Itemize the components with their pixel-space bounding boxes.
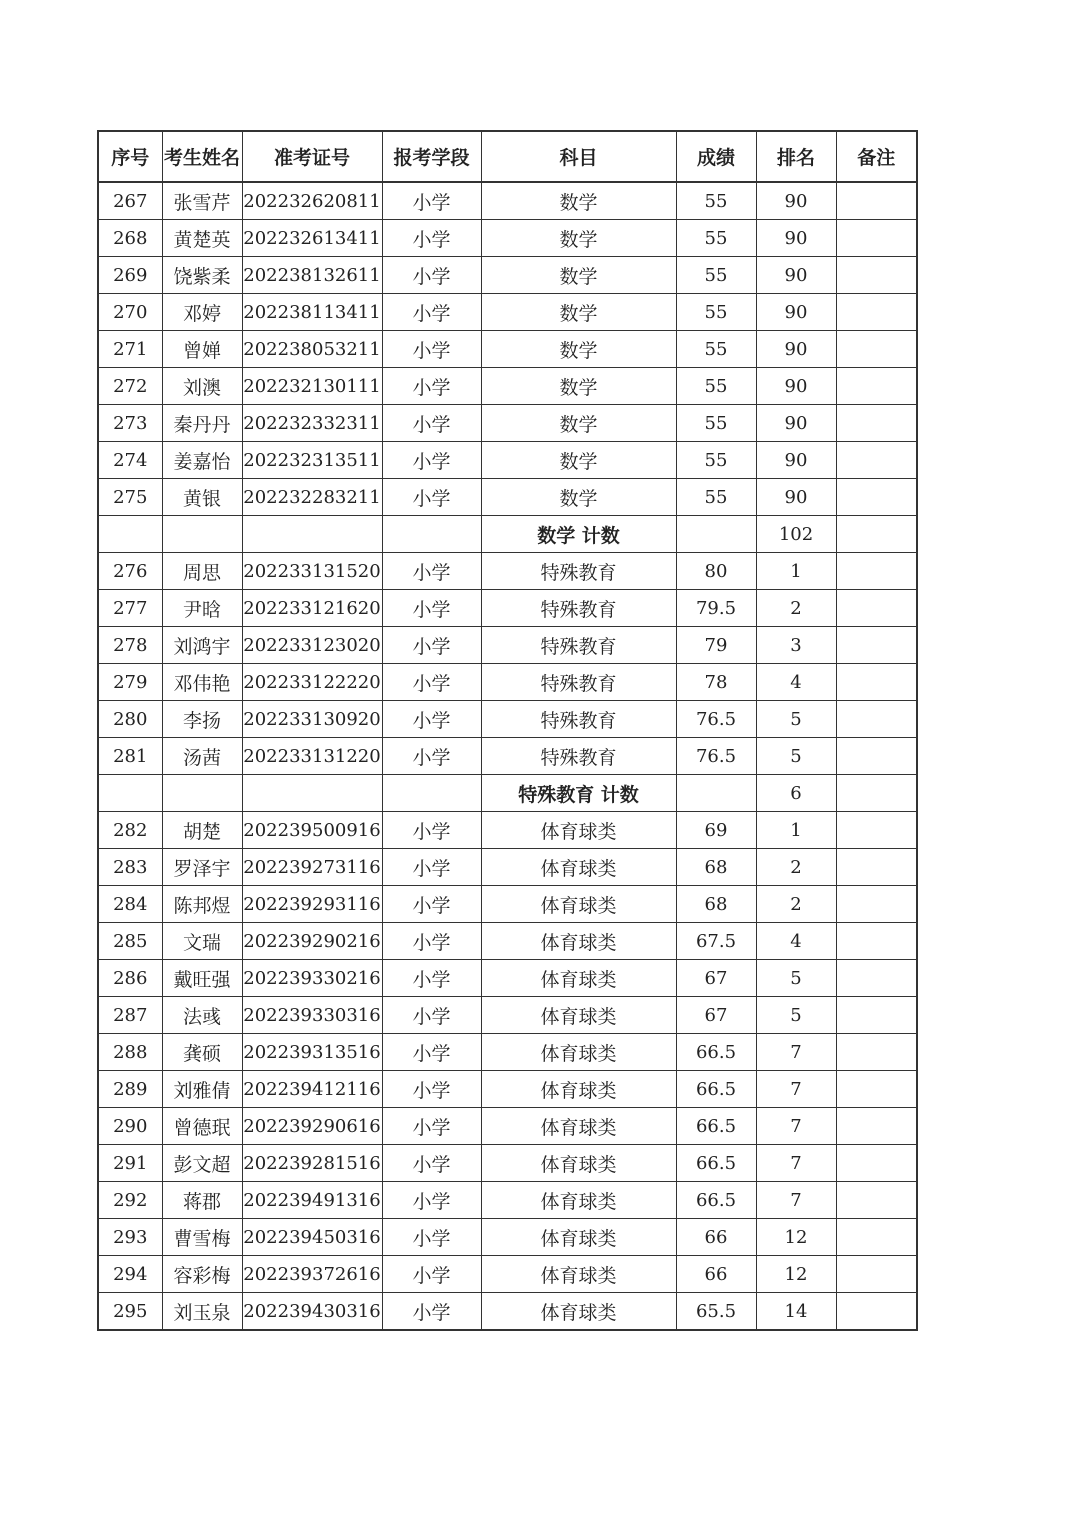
cell-note xyxy=(836,182,917,220)
cell-subject: 体育球类 xyxy=(481,1256,676,1293)
cell-score: 66.5 xyxy=(676,1182,756,1219)
cell-stage: 小学 xyxy=(382,1071,481,1108)
cell-rank: 7 xyxy=(756,1108,836,1145)
cell-stage: 小学 xyxy=(382,331,481,368)
cell-no: 276 xyxy=(98,553,162,590)
header-rank: 排名 xyxy=(756,131,836,182)
cell-no: 280 xyxy=(98,701,162,738)
cell-note xyxy=(836,1071,917,1108)
table-row xyxy=(98,701,917,738)
cell-subject: 体育球类 xyxy=(481,1034,676,1071)
cell-stage: 小学 xyxy=(382,368,481,405)
header-stage: 报考学段 xyxy=(382,131,481,182)
cell-name: 刘雅倩 xyxy=(162,1071,242,1108)
cell-no: 275 xyxy=(98,479,162,516)
cell-rank: 90 xyxy=(756,220,836,257)
header-row xyxy=(98,131,917,182)
cell-note xyxy=(836,442,917,479)
cell-stage: 小学 xyxy=(382,1219,481,1256)
cell-score: 66.5 xyxy=(676,1071,756,1108)
cell-subject: 数学 xyxy=(481,331,676,368)
cell-id: 202232283211 xyxy=(242,479,382,516)
cell-stage: 小学 xyxy=(382,923,481,960)
cell-subject: 体育球类 xyxy=(481,886,676,923)
cell-name: 刘鸿宇 xyxy=(162,627,242,664)
cell-note xyxy=(836,331,917,368)
cell-score: 79 xyxy=(676,627,756,664)
cell-no: 273 xyxy=(98,405,162,442)
cell-subject: 特殊教育 xyxy=(481,627,676,664)
cell-score: 78 xyxy=(676,664,756,701)
cell-no: 281 xyxy=(98,738,162,775)
cell-id: 202239273116 xyxy=(242,849,382,886)
cell-name: 戴旺强 xyxy=(162,960,242,997)
cell-rank: 2 xyxy=(756,590,836,627)
cell-id: 202239313516 xyxy=(242,1034,382,1071)
cell-note xyxy=(836,923,917,960)
header-note: 备注 xyxy=(836,131,917,182)
cell-stage: 小学 xyxy=(382,627,481,664)
cell-rank: 90 xyxy=(756,182,836,220)
cell-note xyxy=(836,368,917,405)
table-row xyxy=(98,886,917,923)
table-row xyxy=(98,1108,917,1145)
cell-no: 271 xyxy=(98,331,162,368)
cell-no: 291 xyxy=(98,1145,162,1182)
cell-score: 69 xyxy=(676,812,756,849)
table-row xyxy=(98,1293,917,1331)
cell-no: 284 xyxy=(98,886,162,923)
cell-stage: 小学 xyxy=(382,812,481,849)
cell-id: 202233131520 xyxy=(242,553,382,590)
table-row xyxy=(98,1256,917,1293)
cell-id: 202232620811 xyxy=(242,182,382,220)
cell-id: 202233121620 xyxy=(242,590,382,627)
cell-score: 79.5 xyxy=(676,590,756,627)
cell-name: 秦丹丹 xyxy=(162,405,242,442)
cell-no: 289 xyxy=(98,1071,162,1108)
cell-no: 269 xyxy=(98,257,162,294)
cell-subject: 特殊教育 xyxy=(481,701,676,738)
cell-rank: 5 xyxy=(756,997,836,1034)
cell-note xyxy=(836,257,917,294)
cell-rank: 3 xyxy=(756,627,836,664)
table-row xyxy=(98,1034,917,1071)
cell-stage: 小学 xyxy=(382,849,481,886)
table-row xyxy=(98,849,917,886)
cell-stage: 小学 xyxy=(382,294,481,331)
cell-id: 202232313511 xyxy=(242,442,382,479)
cell-score: 55 xyxy=(676,257,756,294)
cell-name: 曹雪梅 xyxy=(162,1219,242,1256)
cell-id: 202239491316 xyxy=(242,1182,382,1219)
cell-stage: 小学 xyxy=(382,886,481,923)
cell-stage: 小学 xyxy=(382,1256,481,1293)
empty-cell xyxy=(676,516,756,553)
cell-id: 202239412116 xyxy=(242,1071,382,1108)
cell-note xyxy=(836,849,917,886)
cell-score: 67 xyxy=(676,960,756,997)
cell-name: 曾德珉 xyxy=(162,1108,242,1145)
cell-name: 龚硕 xyxy=(162,1034,242,1071)
cell-note xyxy=(836,294,917,331)
cell-subject: 特殊教育 xyxy=(481,664,676,701)
cell-id: 202239290216 xyxy=(242,923,382,960)
cell-stage: 小学 xyxy=(382,997,481,1034)
cell-score: 66.5 xyxy=(676,1145,756,1182)
header-no: 序号 xyxy=(98,131,162,182)
cell-note xyxy=(836,1182,917,1219)
cell-id: 202239372616 xyxy=(242,1256,382,1293)
table-row xyxy=(98,442,917,479)
table-row xyxy=(98,738,917,775)
cell-no: 278 xyxy=(98,627,162,664)
table-row xyxy=(98,664,917,701)
cell-note xyxy=(836,1145,917,1182)
cell-no: 294 xyxy=(98,1256,162,1293)
cell-score: 55 xyxy=(676,294,756,331)
cell-id: 202238053211 xyxy=(242,331,382,368)
empty-cell xyxy=(836,516,917,553)
cell-id: 202238132611 xyxy=(242,257,382,294)
cell-stage: 小学 xyxy=(382,590,481,627)
cell-name: 容彩梅 xyxy=(162,1256,242,1293)
cell-stage: 小学 xyxy=(382,182,481,220)
cell-stage: 小学 xyxy=(382,553,481,590)
cell-note xyxy=(836,886,917,923)
cell-rank: 12 xyxy=(756,1219,836,1256)
cell-stage: 小学 xyxy=(382,701,481,738)
cell-rank: 12 xyxy=(756,1256,836,1293)
cell-rank: 90 xyxy=(756,294,836,331)
cell-note xyxy=(836,405,917,442)
cell-rank: 1 xyxy=(756,812,836,849)
cell-id: 202233123020 xyxy=(242,627,382,664)
cell-score: 76.5 xyxy=(676,701,756,738)
header-id: 准考证号 xyxy=(242,131,382,182)
cell-subject: 数学 xyxy=(481,220,676,257)
cell-rank: 90 xyxy=(756,331,836,368)
table-row xyxy=(98,1219,917,1256)
cell-subject: 数学 xyxy=(481,294,676,331)
cell-note xyxy=(836,664,917,701)
cell-stage: 小学 xyxy=(382,738,481,775)
empty-cell xyxy=(242,516,382,553)
cell-id: 202232613411 xyxy=(242,220,382,257)
cell-subject: 特殊教育 xyxy=(481,738,676,775)
cell-name: 陈邦煜 xyxy=(162,886,242,923)
cell-rank: 5 xyxy=(756,701,836,738)
cell-subject: 数学 xyxy=(481,479,676,516)
cell-subject: 体育球类 xyxy=(481,1219,676,1256)
cell-name: 汤茜 xyxy=(162,738,242,775)
cell-rank: 5 xyxy=(756,960,836,997)
cell-name: 曾婵 xyxy=(162,331,242,368)
cell-name: 彭文超 xyxy=(162,1145,242,1182)
table-row xyxy=(98,182,917,220)
cell-subject: 体育球类 xyxy=(481,812,676,849)
cell-id: 202232332311 xyxy=(242,405,382,442)
cell-no: 279 xyxy=(98,664,162,701)
cell-stage: 小学 xyxy=(382,479,481,516)
header-name: 考生姓名 xyxy=(162,131,242,182)
cell-no: 288 xyxy=(98,1034,162,1071)
table-row xyxy=(98,553,917,590)
cell-name: 饶紫柔 xyxy=(162,257,242,294)
cell-no: 272 xyxy=(98,368,162,405)
header-subject: 科目 xyxy=(481,131,676,182)
cell-id: 202239450316 xyxy=(242,1219,382,1256)
cell-score: 55 xyxy=(676,182,756,220)
table-row xyxy=(98,1182,917,1219)
cell-name: 刘澳 xyxy=(162,368,242,405)
cell-subject: 体育球类 xyxy=(481,849,676,886)
cell-note xyxy=(836,627,917,664)
cell-no: 270 xyxy=(98,294,162,331)
header-score: 成绩 xyxy=(676,131,756,182)
cell-id: 202233130920 xyxy=(242,701,382,738)
summary-label: 数学 计数 xyxy=(481,516,676,553)
cell-score: 66 xyxy=(676,1256,756,1293)
cell-note xyxy=(836,738,917,775)
summary-count: 102 xyxy=(756,516,836,553)
empty-cell xyxy=(836,775,917,812)
summary-row xyxy=(98,516,917,553)
cell-note xyxy=(836,1034,917,1071)
cell-name: 文瑞 xyxy=(162,923,242,960)
cell-subject: 体育球类 xyxy=(481,1145,676,1182)
table-row xyxy=(98,368,917,405)
cell-no: 287 xyxy=(98,997,162,1034)
cell-stage: 小学 xyxy=(382,1145,481,1182)
table-row xyxy=(98,405,917,442)
cell-score: 66.5 xyxy=(676,1108,756,1145)
cell-no: 286 xyxy=(98,960,162,997)
cell-rank: 2 xyxy=(756,886,836,923)
cell-score: 65.5 xyxy=(676,1293,756,1331)
table-body xyxy=(98,182,917,1330)
cell-stage: 小学 xyxy=(382,960,481,997)
cell-subject: 特殊教育 xyxy=(481,553,676,590)
cell-score: 68 xyxy=(676,886,756,923)
summary-label: 特殊教育 计数 xyxy=(481,775,676,812)
cell-rank: 90 xyxy=(756,479,836,516)
cell-name: 刘玉泉 xyxy=(162,1293,242,1331)
table-row xyxy=(98,997,917,1034)
empty-cell xyxy=(98,516,162,553)
cell-stage: 小学 xyxy=(382,405,481,442)
cell-note xyxy=(836,701,917,738)
cell-name: 罗泽宇 xyxy=(162,849,242,886)
cell-score: 55 xyxy=(676,331,756,368)
cell-no: 282 xyxy=(98,812,162,849)
cell-note xyxy=(836,479,917,516)
cell-name: 胡楚 xyxy=(162,812,242,849)
cell-no: 293 xyxy=(98,1219,162,1256)
table-row xyxy=(98,1071,917,1108)
empty-cell xyxy=(242,775,382,812)
empty-cell xyxy=(382,516,481,553)
cell-subject: 体育球类 xyxy=(481,1182,676,1219)
cell-no: 292 xyxy=(98,1182,162,1219)
cell-no: 285 xyxy=(98,923,162,960)
empty-cell xyxy=(382,775,481,812)
cell-stage: 小学 xyxy=(382,1034,481,1071)
summary-count: 6 xyxy=(756,775,836,812)
table-row xyxy=(98,960,917,997)
cell-no: 283 xyxy=(98,849,162,886)
cell-subject: 特殊教育 xyxy=(481,590,676,627)
cell-id: 202238113411 xyxy=(242,294,382,331)
cell-name: 尹晗 xyxy=(162,590,242,627)
cell-id: 202239293116 xyxy=(242,886,382,923)
cell-note xyxy=(836,960,917,997)
cell-stage: 小学 xyxy=(382,1182,481,1219)
cell-id: 202233122220 xyxy=(242,664,382,701)
table-row xyxy=(98,220,917,257)
cell-score: 80 xyxy=(676,553,756,590)
cell-rank: 90 xyxy=(756,405,836,442)
cell-subject: 体育球类 xyxy=(481,923,676,960)
table-row xyxy=(98,257,917,294)
cell-id: 202239500916 xyxy=(242,812,382,849)
table-row xyxy=(98,923,917,960)
cell-rank: 90 xyxy=(756,442,836,479)
cell-note xyxy=(836,1256,917,1293)
cell-rank: 90 xyxy=(756,368,836,405)
cell-score: 66 xyxy=(676,1219,756,1256)
cell-subject: 数学 xyxy=(481,257,676,294)
cell-rank: 7 xyxy=(756,1071,836,1108)
cell-subject: 数学 xyxy=(481,405,676,442)
empty-cell xyxy=(162,516,242,553)
cell-id: 202232130111 xyxy=(242,368,382,405)
empty-cell xyxy=(676,775,756,812)
cell-name: 邓伟艳 xyxy=(162,664,242,701)
cell-stage: 小学 xyxy=(382,220,481,257)
score-table xyxy=(97,130,918,1331)
cell-subject: 体育球类 xyxy=(481,1108,676,1145)
cell-id: 202239430316 xyxy=(242,1293,382,1331)
summary-row xyxy=(98,775,917,812)
cell-rank: 7 xyxy=(756,1145,836,1182)
cell-score: 55 xyxy=(676,368,756,405)
cell-id: 202239330316 xyxy=(242,997,382,1034)
cell-id: 202233131220 xyxy=(242,738,382,775)
cell-no: 274 xyxy=(98,442,162,479)
cell-no: 268 xyxy=(98,220,162,257)
cell-name: 法彧 xyxy=(162,997,242,1034)
cell-stage: 小学 xyxy=(382,257,481,294)
cell-stage: 小学 xyxy=(382,1293,481,1331)
cell-score: 66.5 xyxy=(676,1034,756,1071)
cell-name: 张雪芹 xyxy=(162,182,242,220)
cell-score: 67.5 xyxy=(676,923,756,960)
cell-rank: 14 xyxy=(756,1293,836,1331)
cell-subject: 体育球类 xyxy=(481,960,676,997)
cell-score: 55 xyxy=(676,220,756,257)
cell-score: 55 xyxy=(676,479,756,516)
cell-no: 290 xyxy=(98,1108,162,1145)
cell-rank: 5 xyxy=(756,738,836,775)
cell-stage: 小学 xyxy=(382,1108,481,1145)
cell-name: 李扬 xyxy=(162,701,242,738)
cell-no: 267 xyxy=(98,182,162,220)
cell-rank: 4 xyxy=(756,923,836,960)
table-row xyxy=(98,590,917,627)
cell-no: 277 xyxy=(98,590,162,627)
cell-stage: 小学 xyxy=(382,664,481,701)
table-row xyxy=(98,627,917,664)
cell-score: 67 xyxy=(676,997,756,1034)
cell-stage: 小学 xyxy=(382,442,481,479)
cell-note xyxy=(836,1293,917,1331)
cell-subject: 数学 xyxy=(481,368,676,405)
cell-subject: 体育球类 xyxy=(481,997,676,1034)
empty-cell xyxy=(98,775,162,812)
table-row xyxy=(98,294,917,331)
table-row xyxy=(98,479,917,516)
cell-rank: 7 xyxy=(756,1034,836,1071)
cell-name: 黄楚英 xyxy=(162,220,242,257)
cell-id: 202239290616 xyxy=(242,1108,382,1145)
cell-name: 邓婷 xyxy=(162,294,242,331)
cell-id: 202239281516 xyxy=(242,1145,382,1182)
cell-subject: 体育球类 xyxy=(481,1293,676,1331)
cell-rank: 1 xyxy=(756,553,836,590)
cell-rank: 90 xyxy=(756,257,836,294)
cell-subject: 体育球类 xyxy=(481,1071,676,1108)
cell-note xyxy=(836,812,917,849)
cell-note xyxy=(836,1108,917,1145)
cell-rank: 2 xyxy=(756,849,836,886)
cell-note xyxy=(836,590,917,627)
table-row xyxy=(98,331,917,368)
cell-id: 202239330216 xyxy=(242,960,382,997)
cell-subject: 数学 xyxy=(481,442,676,479)
cell-rank: 7 xyxy=(756,1182,836,1219)
cell-name: 姜嘉怡 xyxy=(162,442,242,479)
cell-note xyxy=(836,997,917,1034)
cell-note xyxy=(836,553,917,590)
cell-score: 55 xyxy=(676,442,756,479)
cell-rank: 4 xyxy=(756,664,836,701)
cell-score: 55 xyxy=(676,405,756,442)
cell-score: 68 xyxy=(676,849,756,886)
cell-subject: 数学 xyxy=(481,182,676,220)
empty-cell xyxy=(162,775,242,812)
cell-name: 蒋郡 xyxy=(162,1182,242,1219)
cell-score: 76.5 xyxy=(676,738,756,775)
table-row xyxy=(98,1145,917,1182)
cell-note xyxy=(836,1219,917,1256)
cell-no: 295 xyxy=(98,1293,162,1331)
cell-note xyxy=(836,220,917,257)
cell-name: 黄银 xyxy=(162,479,242,516)
table-row xyxy=(98,812,917,849)
cell-name: 周思 xyxy=(162,553,242,590)
